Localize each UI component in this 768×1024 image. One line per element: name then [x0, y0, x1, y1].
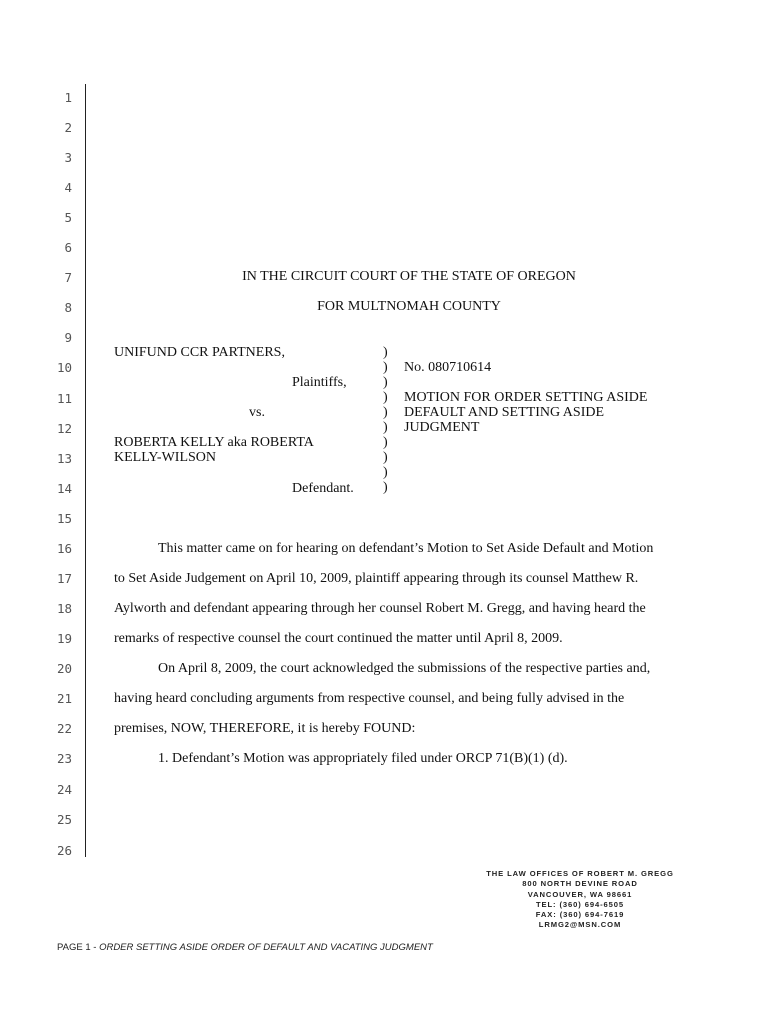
- line-number: 26: [56, 843, 72, 858]
- caption-paren: ): [383, 345, 388, 360]
- firm-fax: FAX: (360) 694-7619: [535, 910, 625, 920]
- document-title-line1: MOTION FOR ORDER SETTING ASIDE: [404, 390, 648, 405]
- caption-paren: ): [383, 420, 388, 435]
- line-number: 15: [56, 511, 72, 526]
- line-number: 3: [64, 150, 72, 165]
- line-number: 12: [56, 421, 72, 436]
- line-number: 4: [64, 180, 72, 195]
- document-title-line2: DEFAULT AND SETTING ASIDE: [404, 405, 605, 420]
- body-line: Aylworth and defendant appearing through her counsel Robert M. Gregg, and having heard the: [114, 601, 646, 616]
- firm-city: VANCOUVER, WA 98661: [527, 889, 633, 899]
- line-number: 5: [64, 210, 72, 225]
- line-number: 20: [56, 661, 72, 676]
- firm-name: THE LAW OFFICES OF ROBERT M. GREGG: [486, 869, 674, 878]
- line-number: 24: [56, 782, 72, 797]
- line-number: 8: [64, 300, 72, 315]
- firm-tel: TEL: (360) 694-6505: [535, 899, 624, 909]
- caption-paren: ): [383, 435, 388, 450]
- defendant-name-line2: KELLY-WILSON: [114, 450, 217, 465]
- body-line: to Set Aside Judgement on April 10, 2009, plaintiff appearing through its counsel Matthew R.: [114, 571, 639, 586]
- firm-email: LRMG2@MSN.COM: [538, 920, 622, 930]
- case-number: No. 080710614: [404, 360, 492, 375]
- line-number: 6: [64, 240, 72, 255]
- line-number: 16: [56, 541, 72, 556]
- line-number: 9: [64, 330, 72, 345]
- line-number: 21: [56, 691, 72, 706]
- line-number: 23: [56, 751, 72, 766]
- caption-paren: ): [383, 480, 388, 495]
- versus-label: vs.: [249, 405, 265, 420]
- court-title: IN THE CIRCUIT COURT OF THE STATE OF OREGON: [242, 269, 576, 284]
- body-line: premises, NOW, THEREFORE, it is hereby FOUND:: [114, 721, 416, 736]
- defendant-name-line1: ROBERTA KELLY aka ROBERTA: [114, 435, 314, 450]
- finding-item: 1. Defendant’s Motion was appropriately filed under ORCP 71(B)(1) (d).: [158, 751, 568, 766]
- caption-paren: ): [383, 450, 388, 465]
- body-line: This matter came on for hearing on defendant’s Motion to Set Aside Default and Motion: [158, 541, 654, 556]
- caption-paren: ): [383, 390, 388, 405]
- line-number: 22: [56, 721, 72, 736]
- margin-rule: [85, 84, 86, 857]
- firm-address: 800 NORTH DEVINE ROAD: [522, 879, 638, 889]
- caption-paren: ): [383, 465, 388, 480]
- line-number: 11: [56, 391, 72, 406]
- plaintiff-role: Plaintiffs,: [292, 375, 347, 390]
- body-line: having heard concluding arguments from respective counsel, and being fully advised in the: [114, 691, 625, 706]
- line-number: 14: [56, 481, 72, 496]
- line-number: 2: [64, 120, 72, 135]
- law-firm-block: [480, 869, 680, 931]
- line-number: 25: [56, 812, 72, 827]
- plaintiff-name: UNIFUND CCR PARTNERS,: [114, 345, 285, 360]
- court-county: FOR MULTNOMAH COUNTY: [317, 299, 501, 314]
- line-number: 17: [56, 571, 72, 586]
- body-line: On April 8, 2009, the court acknowledged the submissions of the respective parties and,: [158, 661, 651, 676]
- document-title-line3: JUDGMENT: [404, 420, 480, 435]
- caption-paren: ): [383, 360, 388, 375]
- caption-paren: ): [383, 405, 388, 420]
- line-number: 7: [64, 270, 72, 285]
- body-line: remarks of respective counsel the court continued the matter until April 8, 2009.: [114, 631, 563, 646]
- line-number: 10: [56, 360, 72, 375]
- line-number: 18: [56, 601, 72, 616]
- line-number: 13: [56, 451, 72, 466]
- caption-paren: ): [383, 375, 388, 390]
- line-number: 19: [56, 631, 72, 646]
- defendant-role: Defendant.: [292, 481, 354, 496]
- page-number-label: PAGE 1 -: [57, 942, 100, 953]
- line-number: 1: [64, 90, 72, 105]
- page-footer: [57, 942, 433, 953]
- page-footer-title: ORDER SETTING ASIDE ORDER OF DEFAULT AND VACATING JUDGMENT: [99, 942, 433, 953]
